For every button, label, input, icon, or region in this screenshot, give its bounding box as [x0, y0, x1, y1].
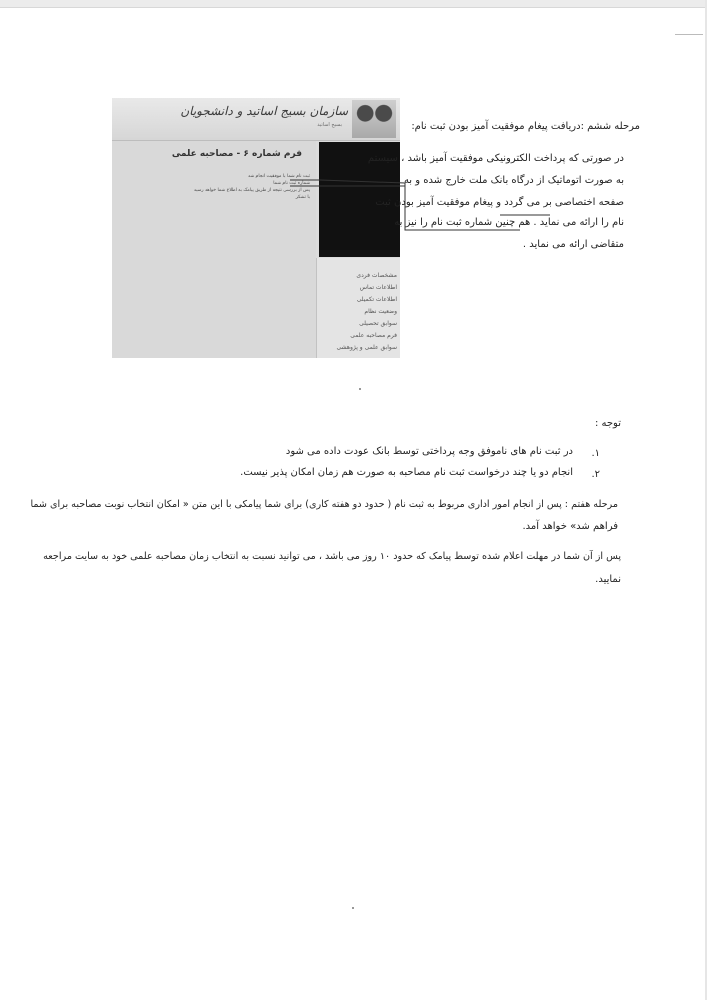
form-line: ثبت نام شما با موفقیت انجام شد [247, 174, 310, 179]
sidebar-item: سوابق تحصیلی [359, 320, 397, 327]
site-logo-text: سازمان بسیج اساتید و دانشجویان [180, 104, 348, 118]
note-number: ۱. [591, 448, 600, 459]
scan-dot [352, 907, 354, 909]
step6-title: مرحله ششم :دریافت پیغام موفقیت آمیز بودن ثبت نام: [411, 121, 640, 132]
step6-paragraph-line: متقاضی ارائه می نماید . [522, 239, 624, 250]
note-item-text: انجام دو یا چند درخواست ثبت نام مصاحبه به صورت هم زمان امکان پذیر نیست. [240, 467, 573, 478]
sidebar-item: سوابق علمی و پژوهشی [336, 344, 397, 351]
form-line: پس از بررسی نتیجه از طریق پیامک به اطلاع شما خواهد رسید [193, 188, 310, 193]
step6-paragraph-line: صفحه اختصاصی بر می گردد و پیغام موفقیت آمیز بودن ثبت [375, 197, 624, 208]
form-line: شماره ثبت نام شما [273, 181, 310, 186]
followup-line: نمایید. [595, 574, 621, 585]
note-number: ۲. [591, 469, 600, 480]
step6-paragraph-line: نام را ارائه می نماید . هم چنین شماره ثبت نام را نیز به [394, 217, 624, 228]
sidebar-item: فرم مصاحبه علمی [350, 332, 397, 339]
step7-line: مرحله هفتم : پس از انجام امور اداری مربوط به ثبت نام ( حدود دو هفته کاری) برای شما پیامکی با این متن « امکان انتخاب نوبت مصاحبه برای شما [30, 499, 618, 510]
scan-dot [359, 388, 361, 390]
step7-line: فراهم شد» خواهد آمد. [522, 521, 618, 532]
form-title: فرم شماره ۶ - مصاحبه علمی [171, 149, 302, 159]
step6-paragraph-line: در صورتی که پرداخت الکترونیکی موفقیت آمیز باشد ، سیستم [367, 153, 624, 164]
step6-paragraph-line: به صورت اتوماتیک از درگاه بانک ملت خارج شده و به [403, 175, 624, 186]
form-line: با تشکر [295, 195, 310, 200]
note-item-text: در ثبت نام های ناموفق وجه پرداختی توسط بانک عودت داده می شود [285, 446, 573, 457]
followup-line: پس از آن شما در مهلت اعلام شده توسط پیامک که حدود ۱۰ روز می باشد ، می توانید نسبت به انتخاب زمان مصاحبه علمی خود به سایت مراجعه [43, 551, 621, 562]
site-sublogo-text: بسیج اساتید [317, 122, 342, 128]
sidebar-item: وضعیت نظام [364, 308, 397, 315]
sidebar-item: اطلاعات تماس [359, 284, 397, 291]
sidebar-item: مشخصات فردی [356, 272, 397, 279]
sidebar-item: اطلاعات تکمیلی [356, 296, 397, 303]
note-title: توجه : [594, 418, 621, 429]
